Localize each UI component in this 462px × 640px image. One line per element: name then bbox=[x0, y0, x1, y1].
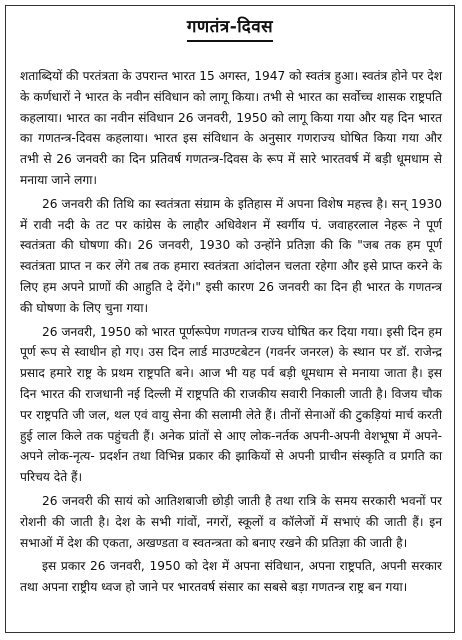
paragraph-1: शताब्दियों की परतंत्रता के उपरान्त भारत 15 अगस्त, 1947 को स्वतंत्र हुआ। स्वतंत्र होने पर देश के कर्णधारों ने भारत के नवीन संविधान को लागू किया। तभी से भारत का सर्वोच्च शासक राष्ट्रपति कहलाया। भारत का नवीन संविधान 26 जनवरी, 1950 को लागू किया गया और यह दिन भारत का गणतन्त्र-दिवस कहलाया। भारत इस संविधान के अनुसार गणराज्य घोषित किया गया और तभी से 26 जनवरी का दिन प्रतिवर्ष गणतन्त्र-दिवस के रूप में सारे भारतवर्ष में बड़ी धूमधाम से मनाया जाने लगा। bbox=[20, 69, 442, 187]
page-title bbox=[6, 14, 454, 42]
document-page bbox=[5, 5, 455, 633]
paragraph-3: 26 जनवरी, 1950 को भारत पूर्णरूपेण गणतन्त्र राज्य घोषित कर दिया गया। इसी दिन हम पूर्ण रूप से स्वाधीन हो गए। उस दिन लार्ड माउण्टबेटन (गवर्नर जनरल) के स्थान पर डॉ. राजेन्द्र प्रसाद हमारे राष्ट्र के प्रथम राष्ट्रपति बने। आज भी यह पर्व बड़ी धूमधाम से मनाया जाता है। इस दिन भारत की राजधानी नई दिल्ली में राष्ट्रपति की राजकीय सवारी निकाली जाती है। विजय चौक पर राष्ट्रपति जी जल, थल एवं वायु सेना की सलामी लेते हैं। तीनों सेनाओं की टुकड़ियां मार्च करती हुई लाल किले तक पहुंचती हैं। अनेक प्रांतों से आए लोक-नर्तक अपनी-अपनी वेशभूषा में अपने-अपने लोक-नृत्य- प्रदर्शन तथा विभिन्न प्रकार की झाकियों से अपनी प्राचीन संस्कृति व प्रगति का परिचय देते हैं। bbox=[20, 324, 442, 485]
title-text: गणतंत्र-दिवस bbox=[187, 14, 273, 42]
article-body bbox=[20, 66, 442, 601]
paragraph-5: इस प्रकार 26 जनवरी, 1950 को देश में अपना संविधान, अपना राष्ट्रपति, अपनी सरकार तथा अपना राष्ट्रीय ध्वज हो जाने पर भारतवर्ष संसार का सबसे बड़ा गणतन्त्र राष्ट्र बन गया। bbox=[20, 559, 442, 595]
paragraph-2: 26 जनवरी की तिथि का स्वतंत्रता संग्राम के इतिहास में अपना विशेष महत्त्व है। सन् 1930 में रावी नदी के तट पर कांग्रेस के लाहौर अधिवेशन में स्वर्गीय पं. जवाहरलाल नेहरू ने पूर्ण स्वतंत्रता की घोषणा की। 26 जनवरी, 1930 को उन्होंने प्रतिज्ञा की कि "जब तक हम पूर्ण स्वतंत्रता प्राप्त न कर लेंगे तब तक हमारा स्वतंत्रता आंदोलन चलता रहेगा और इसे प्राप्त करने के लिए हम अपने प्राणों की आहुति दे देंगे।" इसी कारण 26 जनवरी का दिन ही भारत के गणतन्त्र की घोषणा के लिए चुना गया। bbox=[20, 196, 442, 315]
paragraph-4: 26 जनवरी की सायं को आतिशबाजी छोड़ी जाती है तथा रात्रि के समय सरकारी भवनों पर रोशनी की जाती है। देश के सभी गांवों, नगरों, स्कूलों व कॉलेजों में सभाएं की जाती हैं। इन सभाओं में देश की एकता, अखण्डता व स्वतन्त्रता को बनाए रखने की प्रतिज्ञा की जाती है। bbox=[20, 493, 442, 550]
